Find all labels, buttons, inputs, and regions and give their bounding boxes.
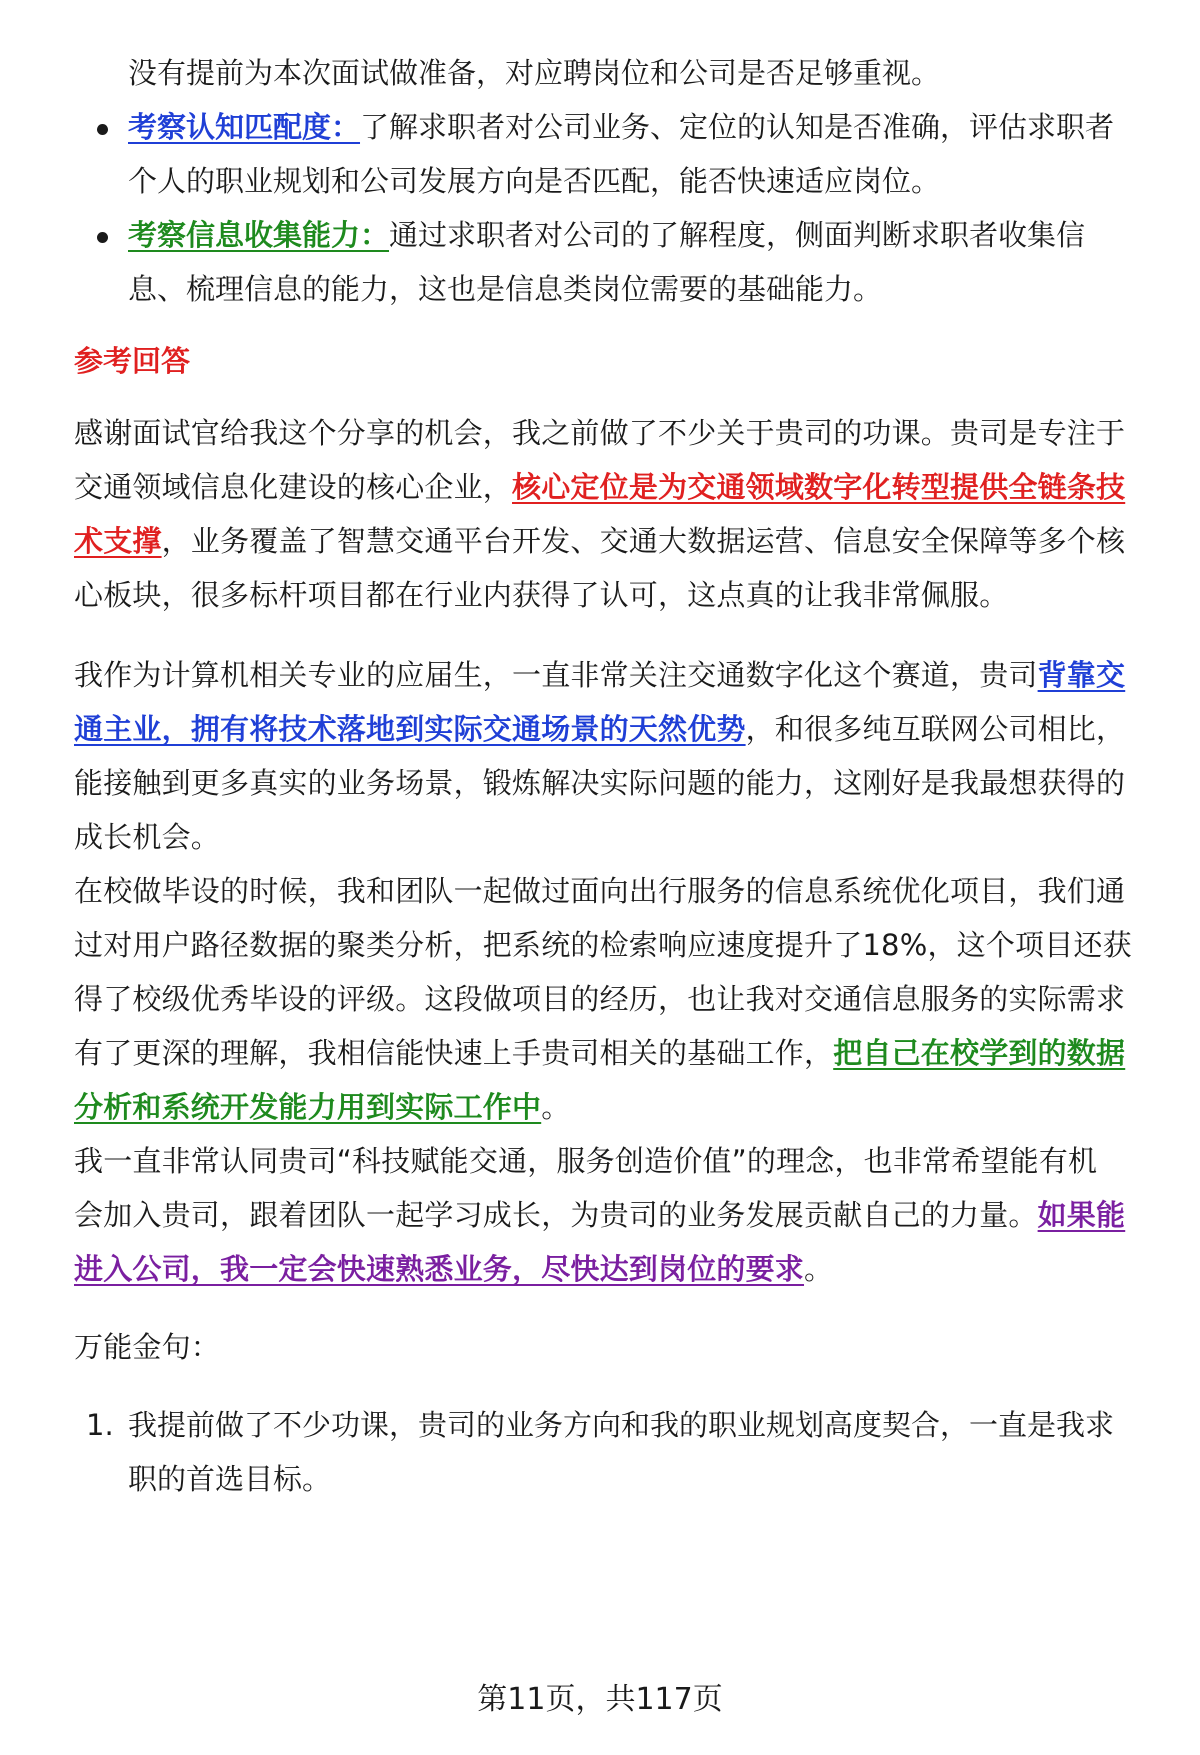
highlight-red: 术支撑 [74, 524, 162, 558]
list-item-line: 职的首选目标。 [128, 1462, 332, 1496]
answer-text: 。 [804, 1252, 834, 1286]
answer-line [74, 646, 1149, 705]
highlight-purple: 如果能 [1037, 1198, 1126, 1232]
answer-line [74, 1186, 1149, 1245]
section-title: 参考回答 [74, 344, 191, 378]
answer-line: 得了校级优秀毕设的评级。这段做项目的经历，也让我对交通信息服务的实际需求 [74, 982, 1126, 1016]
answer-line [74, 1240, 1149, 1299]
highlight-blue: 背靠交 [1037, 658, 1126, 692]
answer-line [74, 700, 1149, 759]
answer-line: 我一直非常认同贵司“科技赋能交通，服务创造价值”的理念，也非常希望能有机 [74, 1144, 1098, 1178]
bullet-text: 通过求职者对公司的了解程度，侧面判断求职者收集信 [389, 218, 1086, 252]
highlight-red: 核心定位是为交通领域数字化转型提供全链条技 [512, 470, 1126, 504]
highlight-blue: 通主业，拥有将技术落地到实际交通场景的天然优势 [74, 712, 746, 746]
list-number: 1. [86, 1408, 114, 1442]
answer-text: 我作为计算机相关专业的应届生，一直非常关注交通数字化这个赛道，贵司 [74, 658, 1038, 692]
page-footer: 第11页，共117页 [477, 1682, 723, 1717]
answer-text: ，和很多纯互联网公司相比， [745, 712, 1126, 746]
golden-label: 万能金句： [74, 1330, 221, 1364]
highlight-green: 分析和系统开发能力用到实际工作中 [74, 1090, 542, 1124]
answer-text: 。 [541, 1090, 571, 1124]
answer-line: 在校做毕设的时候，我和团队一起做过面向出行服务的信息系统优化项目，我们通 [74, 874, 1126, 908]
bullet-dot-icon [97, 124, 108, 135]
answer-line: 心板块，很多标杆项目都在行业内获得了认可，这点真的让我非常佩服。 [74, 578, 1009, 612]
answer-line [74, 1024, 1149, 1083]
answer-line: 过对用户路径数据的聚类分析，把系统的检索响应速度提升了18%，这个项目还获 [74, 928, 1132, 962]
answer-line: 成长机会。 [74, 820, 221, 854]
bullet-text-line: 个人的职业规划和公司发展方向是否匹配，能否快速适应岗位。 [128, 164, 941, 198]
answer-line: 感谢面试官给我这个分享的机会，我之前做了不少关于贵司的功课。贵司是专注于 [74, 416, 1126, 450]
list-item: 我提前做了不少功课，贵司的业务方向和我的职业规划高度契合，一直是我求 [128, 1408, 1115, 1442]
answer-text: ，业务覆盖了智慧交通平台开发、交通大数据运营、信息安全保障等多个核 [161, 524, 1126, 558]
answer-text: 交通领域信息化建设的核心企业， [74, 470, 513, 504]
answer-line [74, 458, 1149, 517]
bullet-item-cognition [128, 98, 1148, 157]
bullet-keyword: 考察认知匹配度： [128, 110, 361, 144]
bullet-item-information [128, 206, 1148, 265]
bullet-text-line: 息、梳理信息的能力，这也是信息类岗位需要的基础能力。 [128, 272, 883, 306]
highlight-purple: 进入公司，我一定会快速熟悉业务，尽快达到岗位的要求 [74, 1252, 805, 1286]
answer-line [74, 512, 1149, 571]
continued-text-line: 没有提前为本次面试做准备，对应聘岗位和公司是否足够重视。 [128, 56, 941, 90]
bullet-dot-icon [97, 232, 108, 243]
answer-line [74, 1078, 1149, 1137]
answer-line: 能接触到更多真实的业务场景，锻炼解决实际问题的能力，这刚好是我最想获得的 [74, 766, 1126, 800]
highlight-green: 把自己在校学到的数据 [833, 1036, 1126, 1070]
bullet-text: 了解求职者对公司业务、定位的认知是否准确，评估求职者 [360, 110, 1115, 144]
answer-text: 会加入贵司，跟着团队一起学习成长，为贵司的业务发展贡献自己的力量。 [74, 1198, 1038, 1232]
bullet-keyword: 考察信息收集能力： [128, 218, 390, 252]
answer-text: 有了更深的理解，我相信能快速上手贵司相关的基础工作， [74, 1036, 834, 1070]
